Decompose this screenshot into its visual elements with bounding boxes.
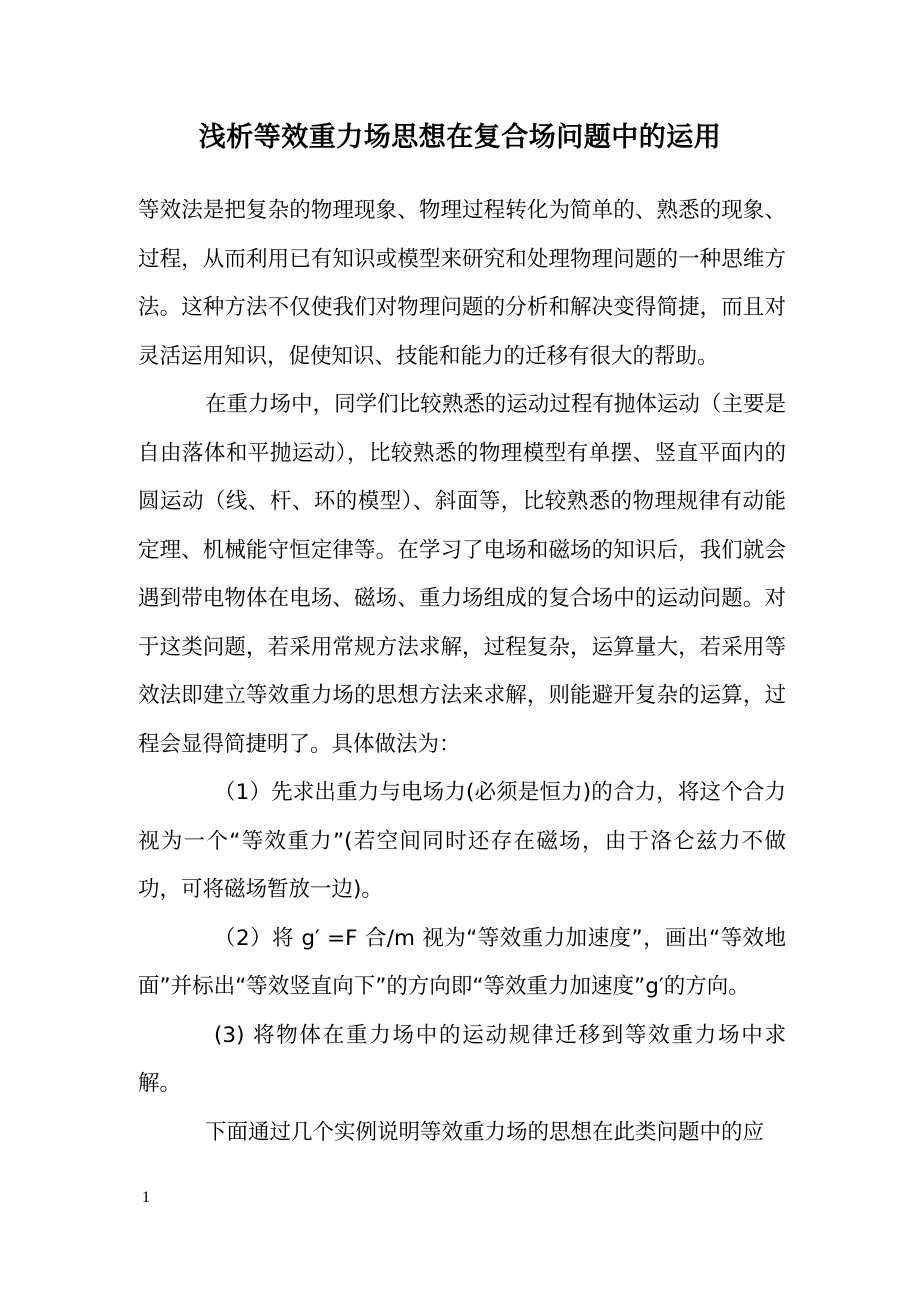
paragraph-intro: 等效法是把复杂的物理现象、物理过程转化为简单的、熟悉的现象、过程，从而利用已有知识或模型来研究和处理物理问题的一种思维方法。这种方法不仅使我们对物理问题的分析和解决变得简捷，而且对灵活运用知识，促使知识、技能和能力的迁移有很大的帮助。 xyxy=(138,198,786,369)
paragraph-step-3: (3) 将物体在重力场中的运动规律迁移到等效重力场中求解。 xyxy=(138,1022,786,1096)
paragraph-gravity-field: 在重力场中，同学们比较熟悉的运动过程有抛体运动（主要是自由落体和平抛运动），比较熟悉的物理模型有单摆、竖直平面内的圆运动（线、杆、环的模型）、斜面等，比较熟悉的物理规律有动能定理、机械能守恒定律等。在学习了电场和磁场的知识后，我们就会遇到带电物体在电场、磁场、重力场组成的复合场中的运动问题。对于这类问题，若采用常规方法求解，过程复杂，运算量大，若采用等效法即建立等效重力场的思想方法来求解，则能避开复杂的运算，过程会显得简捷明了。具体做法为： xyxy=(138,392,786,757)
document-title: 浅析等效重力场思想在复合场问题中的运用 xyxy=(198,122,722,153)
document-body xyxy=(138,187,786,1157)
paragraph-step-2: （2）将 g′ =F 合/m 视为“等效重力加速度”，画出“等效地面”并标出“等效竖直向下”的方向即“等效重力加速度”g′的方向。 xyxy=(138,925,786,999)
paragraph-examples-intro: 下面通过几个实例说明等效重力场的思想在此类问题中的应 xyxy=(205,1119,765,1145)
paragraph-step-1: （1）先求出重力与电场力(必须是恒力)的合力，将这个合力视为一个“等效重力”(若空间同时还存在磁场，由于洛仑兹力不做功，可将磁场暂放一边)。 xyxy=(138,780,786,902)
page-number: 1 xyxy=(142,1189,150,1206)
